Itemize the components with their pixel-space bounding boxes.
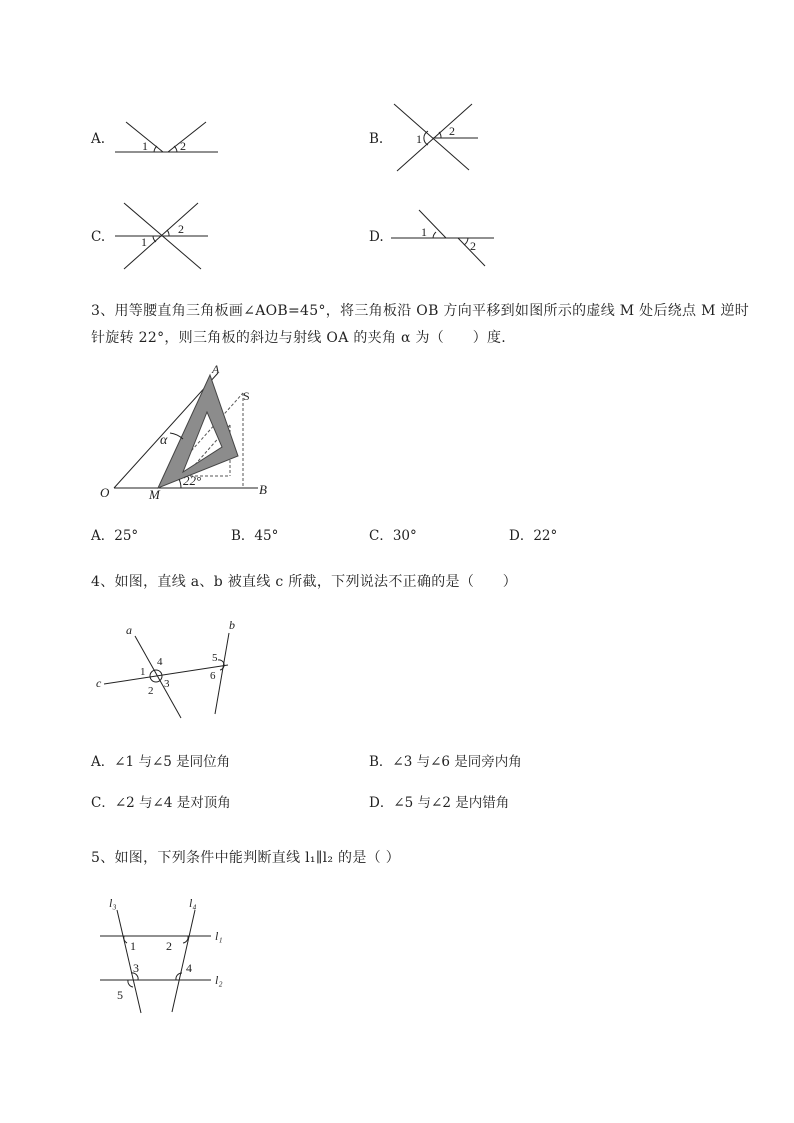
q4-angle-5: 5 <box>212 652 218 664</box>
q5-label-l3: l₃ <box>109 896 117 910</box>
fig-d-angle1: 1 <box>421 225 427 239</box>
fig-a-angle2: 2 <box>180 139 186 153</box>
fig-a-angle1: 1 <box>142 139 148 153</box>
q5-label-l2: l₂ <box>215 973 223 987</box>
option-d-label[interactable]: D. <box>369 229 384 245</box>
q3-label-22: 22° <box>183 473 202 488</box>
q4-angle-6: 6 <box>210 670 216 682</box>
q4-option-b[interactable]: B．∠3 与∠6 是同旁内角 <box>369 754 522 770</box>
q3-option-a[interactable]: A．25° <box>91 528 139 544</box>
fig-c-angle1: 1 <box>141 235 147 249</box>
q4-label-a: a <box>126 623 132 637</box>
q5-stem: 5、如图，下列条件中能判断直线 l₁∥l₂ 的是（ ） <box>91 850 401 866</box>
q4-option-d[interactable]: D．∠5 与∠2 是内错角 <box>369 795 510 811</box>
option-b-label[interactable]: B. <box>369 131 384 147</box>
q3-label-a: A <box>212 362 220 376</box>
fig-b-angle2: 2 <box>449 124 455 138</box>
q3-option-d[interactable]: D．22° <box>509 528 558 544</box>
q4-angle-1: 1 <box>140 666 146 678</box>
q3-option-b[interactable]: B．45° <box>231 528 279 544</box>
q3-stem-line2: 针旋转 22°，则三角板的斜边与射线 OA 的夹角 α 为（ ）度. <box>91 330 507 346</box>
q3-label-o: O <box>100 485 110 500</box>
q4-label-b: b <box>229 618 235 632</box>
fig-b-angle1: 1 <box>416 132 422 146</box>
q3-label-m: M <box>149 487 160 502</box>
q3-stem-line1: 3、用等腰直角三角板画∠AOB=45°，将三角板沿 OB 方向平移到如图所示的虚线 M 处后绕点 M 逆时 <box>91 303 750 319</box>
q5-angle-2: 2 <box>166 939 172 953</box>
q5-angle-5: 5 <box>117 988 123 1002</box>
fig-d-angle2: 2 <box>470 239 476 253</box>
q4-angle-2: 2 <box>148 685 154 697</box>
q3-label-s: S <box>243 389 250 403</box>
q5-angle-4: 4 <box>186 961 192 975</box>
q3-label-alpha: α <box>160 433 168 448</box>
q3-option-c[interactable]: C．30° <box>369 528 417 544</box>
q5-angle-3: 3 <box>133 961 139 975</box>
q4-option-c[interactable]: C．∠2 与∠4 是对顶角 <box>91 795 231 811</box>
q4-angle-4: 4 <box>157 656 163 668</box>
q5-label-l1: l₁ <box>215 929 223 943</box>
q4-label-c: c <box>96 676 102 690</box>
q3-label-b: B <box>259 482 267 497</box>
q5-label-l4: l₄ <box>189 896 197 910</box>
q4-option-a[interactable]: A．∠1 与∠5 是同位角 <box>91 754 231 770</box>
option-a-label[interactable]: A. <box>91 131 106 147</box>
q4-angle-3: 3 <box>164 678 170 690</box>
q4-stem: 4、如图，直线 a、b 被直线 c 所截，下列说法不正确的是（ ） <box>91 574 518 590</box>
option-c-label[interactable]: C. <box>91 229 106 245</box>
fig-c-angle2: 2 <box>178 222 184 236</box>
q5-angle-1: 1 <box>130 939 136 953</box>
